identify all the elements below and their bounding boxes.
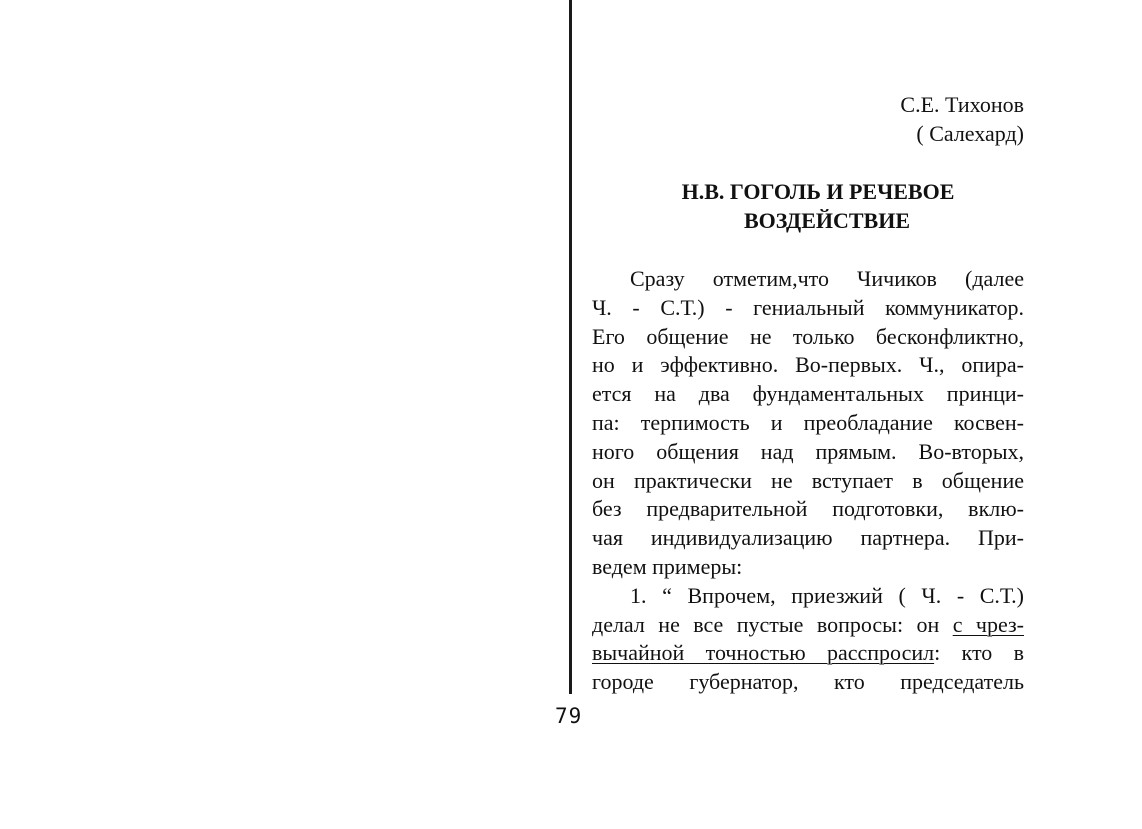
underlined-quote-fragment: с чрез- <box>952 611 1024 637</box>
article-title-line-2: ВОЗДЕЙСТВИЕ <box>744 208 910 233</box>
body-line: ного общения над прямым. Во-вторых, <box>592 438 1024 464</box>
quote-text: : кто в <box>934 640 1024 666</box>
quote-line: 1. “ Впрочем, приезжий ( Ч. - С.Т.) <box>630 582 1024 608</box>
spine-divider-line <box>569 0 572 694</box>
article-title <box>592 177 1024 235</box>
author-block <box>592 90 1024 148</box>
blank-left-page <box>0 0 570 829</box>
body-line: ведем примеры: <box>592 553 743 579</box>
body-line: без предварительной подготовки, вклю- <box>592 496 1024 522</box>
quote-line: городе губернатор, кто председатель <box>592 669 1024 695</box>
underlined-quote-fragment: вычайной точностью расспросил <box>592 640 935 666</box>
body-line: ется на два фундаментальных принци- <box>592 381 1024 407</box>
body-line: Сразу отметим,что Чичиков (далее <box>630 266 1024 291</box>
body-line: Ч. - С.Т.) - гениальный коммуникатор. <box>592 294 1024 320</box>
body-line: Его общение не только бесконфликтно, <box>592 323 1024 349</box>
author-name: С.Е. Тихонов <box>900 92 1024 117</box>
right-page <box>592 90 1024 697</box>
quote-line <box>592 639 1024 668</box>
body-line: он практически не вступает в общение <box>592 467 1024 493</box>
author-location: ( Салехард) <box>916 121 1024 146</box>
body-line: па: терпимость и преобладание косвен- <box>592 409 1024 435</box>
body-line: но и эффективно. Во-первых. Ч., опира- <box>592 352 1024 378</box>
article-body <box>592 265 1024 697</box>
quote-line <box>592 611 1024 640</box>
body-line: чая индивидуализацию партнера. При- <box>592 525 1024 551</box>
quote-text: делал не все пустые вопросы: он <box>592 611 953 637</box>
article-title-line-1: Н.В. ГОГОЛЬ И РЕЧЕВОЕ <box>681 179 955 204</box>
page-number: 79 <box>555 704 583 728</box>
